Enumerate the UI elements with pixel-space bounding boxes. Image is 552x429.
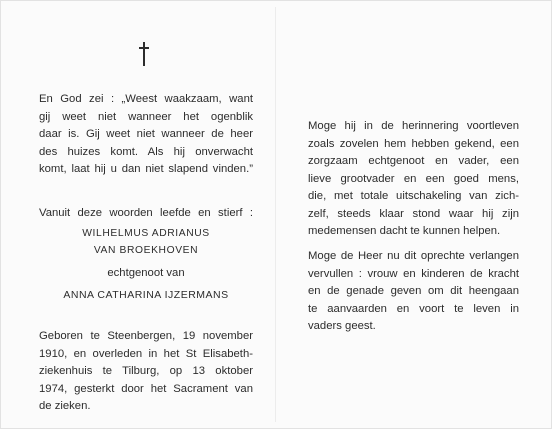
intro-text [39, 205, 253, 223]
bio-line: 1974, gesterkt door het Sacrament van [39, 382, 253, 395]
relation-text [39, 265, 253, 283]
prayer-paragraph [308, 248, 519, 336]
prayer-line: vervullen : vrouw en kinderen de kracht [308, 267, 519, 280]
prayer-line: vaders geest. [308, 320, 376, 332]
prayer-line: te aanvaarden en voort te leven in [308, 302, 519, 315]
bio-line: Geboren te Steenbergen, 19 november [39, 330, 253, 342]
remembrance-line: Moge hij in de herinnering voortleven [308, 120, 519, 132]
quote-line: En God zei : „Weest waakzaam, want [39, 93, 253, 105]
prayer-line: Moge de Heer nu dit oprechte verlangen [308, 250, 519, 262]
remembrance-line: zelf, steeds klaar stond waar hij zijn [308, 207, 519, 220]
remembrance-line: zoals zovelen hem hebben gekend, een [308, 137, 519, 150]
quote-line: komt, laat hij u dan niet slapend vinden.” [39, 163, 253, 175]
bio-line: de zieken. [39, 400, 91, 412]
bio-line: ziekenhuis te Tilburg, op 13 oktober [39, 365, 253, 377]
cross-icon [137, 41, 151, 67]
spouse-name [39, 287, 253, 305]
spouse-name-line: ANNA CATHARINA IJZERMANS [63, 289, 229, 301]
remembrance-line: lieve grootvader en een goed mens, [308, 172, 519, 185]
deceased-name [39, 225, 253, 259]
quote-line: gij weet niet wanneer het ogenblik [39, 110, 253, 123]
remembrance-line: die, met totale uitschakeling van zich- [308, 190, 519, 202]
quote-line: des huizes komt. Als hij onverwacht [39, 145, 253, 158]
remembrance-line: zorgzaam echtgenoot en vader, een [308, 155, 519, 167]
biography [39, 328, 253, 416]
bio-line: 1910, en overleden in het St Elisabeth- [39, 347, 253, 360]
relation-line: echtgenoot van [107, 267, 185, 279]
remembrance-paragraph [308, 118, 519, 241]
scripture-quote [39, 91, 253, 179]
prayer-line: en de genade geven om dit heengaan [308, 285, 519, 297]
card-fold-line [275, 7, 276, 422]
intro-line: Vanuit deze woorden leefde en stierf : [39, 207, 253, 219]
remembrance-line: medemensen dacht te kunnen helpen. [308, 225, 501, 237]
quote-line: daar is. Gij weet niet wanneer de heer [39, 128, 253, 140]
deceased-name-line1: WILHELMUS ADRIANUS [82, 228, 210, 239]
deceased-name-line2: VAN BROEKHOVEN [93, 245, 199, 256]
